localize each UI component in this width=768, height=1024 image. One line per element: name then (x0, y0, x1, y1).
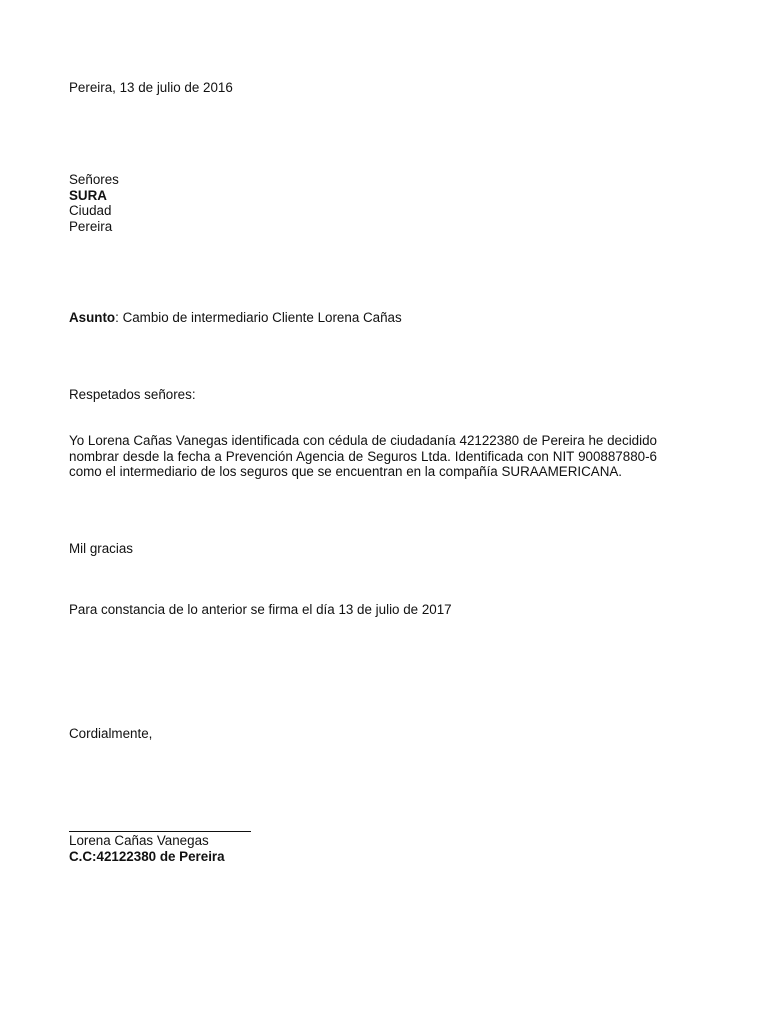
body-paragraph: Yo Lorena Cañas Vanegas identificada con cédula de ciudadanía 42122380 de Pereira he decidido nombrar desde la fecha a Prevención Agencia de Seguros Ltda. Identificada con NIT 900887880-6 como el intermediario de los seguros que se encuentran en la compañía SURAAMERICANA. (69, 433, 657, 480)
recipient-salutation: Señores (69, 172, 119, 187)
closing-line: Cordialmente, (69, 726, 153, 741)
signature-name: Lorena Cañas Vanegas (69, 833, 209, 848)
recipient-block (69, 172, 119, 234)
subject-line (69, 310, 402, 326)
constancy-line: Para constancia de lo anterior se firma el día 13 de julio de 2017 (69, 602, 452, 617)
recipient-city-label: Ciudad (69, 203, 112, 218)
subject-label: Asunto (69, 310, 116, 325)
recipient-city: Pereira (69, 218, 113, 234)
recipient-company: SURA (69, 187, 107, 203)
signature-block (69, 833, 225, 864)
signature-id: C.C:42122380 de Pereira (69, 848, 225, 864)
place-date: Pereira, 13 de julio de 2016 (69, 80, 233, 95)
subject-text: : Cambio de intermediario Cliente Lorena Cañas (115, 310, 402, 325)
greeting: Respetados señores: (69, 387, 196, 402)
thanks-line: Mil gracias (69, 541, 133, 556)
signature-line (69, 831, 251, 832)
